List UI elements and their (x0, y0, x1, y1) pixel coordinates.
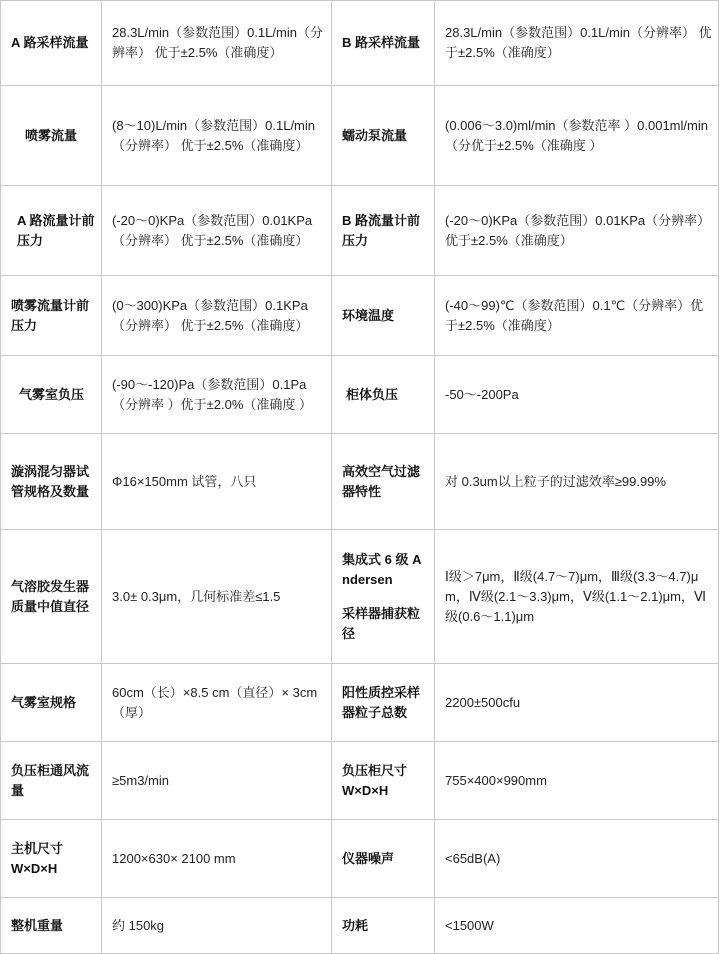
value-instrument-noise: <65dB(A) (435, 820, 719, 898)
value-chamber-negative-pressure: (-90～-120)Pa（参数范围）0.1Pa（分辨率 ）优于±2.0%（准确度 ） (102, 356, 332, 434)
table-row (1, 276, 719, 356)
table-row (1, 86, 719, 186)
label-host-dimensions-line1: 主机尺寸 (11, 840, 64, 856)
label-b-flowmeter-pressure: B 路流量计前压力 (332, 186, 435, 276)
value-hepa-filter: 对 0.3um以上粒子的过滤效率≥99.99% (435, 434, 719, 530)
label-andersen-line2: 采样器捕获粒径 (342, 605, 421, 641)
label-cabinet-dimensions (332, 742, 435, 820)
value-a-sampling-flow: 28.3L/min（参数范围）0.1L/min（分辨率） 优于±2.5%（准确度） (102, 1, 332, 86)
label-cabinet-dimensions-line1: 负压柜尺寸 (342, 762, 408, 778)
label-aerosol-generator-diameter: 气溶胶发生器质量中值直径 (1, 530, 102, 664)
label-total-weight: 整机重量 (1, 898, 102, 954)
label-cabinet-airflow: 负压柜通风流量 (1, 742, 102, 820)
value-b-flowmeter-pressure: (-20～0)KPa（参数范围）0.01KPa（分辨率） 优于±2.5%（准确度） (435, 186, 719, 276)
label-positive-control-total: 阳性质控采样器粒子总数 (332, 664, 435, 742)
table-row (1, 742, 719, 820)
table-row (1, 434, 719, 530)
value-power-consumption: <1500W (435, 898, 719, 954)
value-pump-flow: (0.006～3.0)ml/min（参数范率 ）0.001ml/min（分优于±2.5%（准确度 ） (435, 86, 719, 186)
label-cabinet-negative-pressure: 柜体负压 (332, 356, 435, 434)
table-row (1, 664, 719, 742)
value-spray-flow: (8～10)L/min（参数范围）0.1L/min（分辨率） 优于±2.5%（准确度） (102, 86, 332, 186)
label-b-sampling-flow: B 路采样流量 (332, 1, 435, 86)
label-vortex-mixer: 漩涡混匀器试管规格及数量 (1, 434, 102, 530)
label-andersen-sampler (332, 530, 435, 664)
value-host-dimensions: 1200×630× 2100 mm (102, 820, 332, 898)
label-chamber-spec: 气雾室规格 (1, 664, 102, 742)
table-row (1, 356, 719, 434)
value-cabinet-negative-pressure: -50～-200Pa (435, 356, 719, 434)
table-row (1, 898, 719, 954)
label-pump-flow: 蠕动泵流量 (332, 86, 435, 186)
value-b-sampling-flow: 28.3L/min（参数范围）0.1L/min（分辨率） 优于±2.5%（准确度） (435, 1, 719, 86)
label-a-sampling-flow: A 路采样流量 (1, 1, 102, 86)
label-instrument-noise: 仪器噪声 (332, 820, 435, 898)
value-total-weight: 约 150kg (102, 898, 332, 954)
table-row (1, 530, 719, 664)
table-row (1, 186, 719, 276)
label-spray-flowmeter-pressure: 喷雾流量计前压力 (1, 276, 102, 356)
value-positive-control-total: 2200±500cfu (435, 664, 719, 742)
label-host-dimensions (1, 820, 102, 898)
value-a-flowmeter-pressure: (-20～0)KPa（参数范围）0.01KPa（分辨率） 优于±2.5%（准确度） (102, 186, 332, 276)
value-andersen-particle-sizes: Ⅰ级＞7μm，Ⅱ级(4.7～7)μm，Ⅲ级(3.3～4.7)μm，Ⅳ级(2.1～3.3)μm，Ⅴ级(1.1～2.1)μm，Ⅵ级(0.6～1.1)μm (435, 530, 719, 664)
value-aerosol-generator-diameter: 3.0± 0.3μm，几何标准差≤1.5 (102, 530, 332, 664)
table-row (1, 1, 719, 86)
value-cabinet-dimensions: 755×400×990mm (435, 742, 719, 820)
value-spray-flowmeter-pressure: (0～300)KPa（参数范围）0.1KPa（分辨率） 优于±2.5%（准确度） (102, 276, 332, 356)
value-ambient-temperature: (-40～99)℃（参数范围）0.1℃（分辨率）优于±2.5%（准确度） (435, 276, 719, 356)
label-power-consumption: 功耗 (332, 898, 435, 954)
value-chamber-spec: 60cm（长）×8.5 cm（直径）× 3cm（厚） (102, 664, 332, 742)
label-andersen-line1: 集成式 6 级 Andersen (342, 551, 422, 587)
table-row (1, 820, 719, 898)
label-host-dimensions-line2: W×D×H (11, 860, 58, 876)
label-chamber-negative-pressure: 气雾室负压 (1, 356, 102, 434)
label-a-flowmeter-pressure: A 路流量计前压力 (1, 186, 102, 276)
label-cabinet-dimensions-line2: W×D×H (342, 782, 389, 798)
value-cabinet-airflow: ≥5m3/min (102, 742, 332, 820)
label-spray-flow: 喷雾流量 (1, 86, 102, 186)
label-hepa-filter: 高效空气过滤器特性 (332, 434, 435, 530)
value-vortex-mixer: Φ16×150mm 试管，八只 (102, 434, 332, 530)
label-ambient-temperature: 环境温度 (332, 276, 435, 356)
